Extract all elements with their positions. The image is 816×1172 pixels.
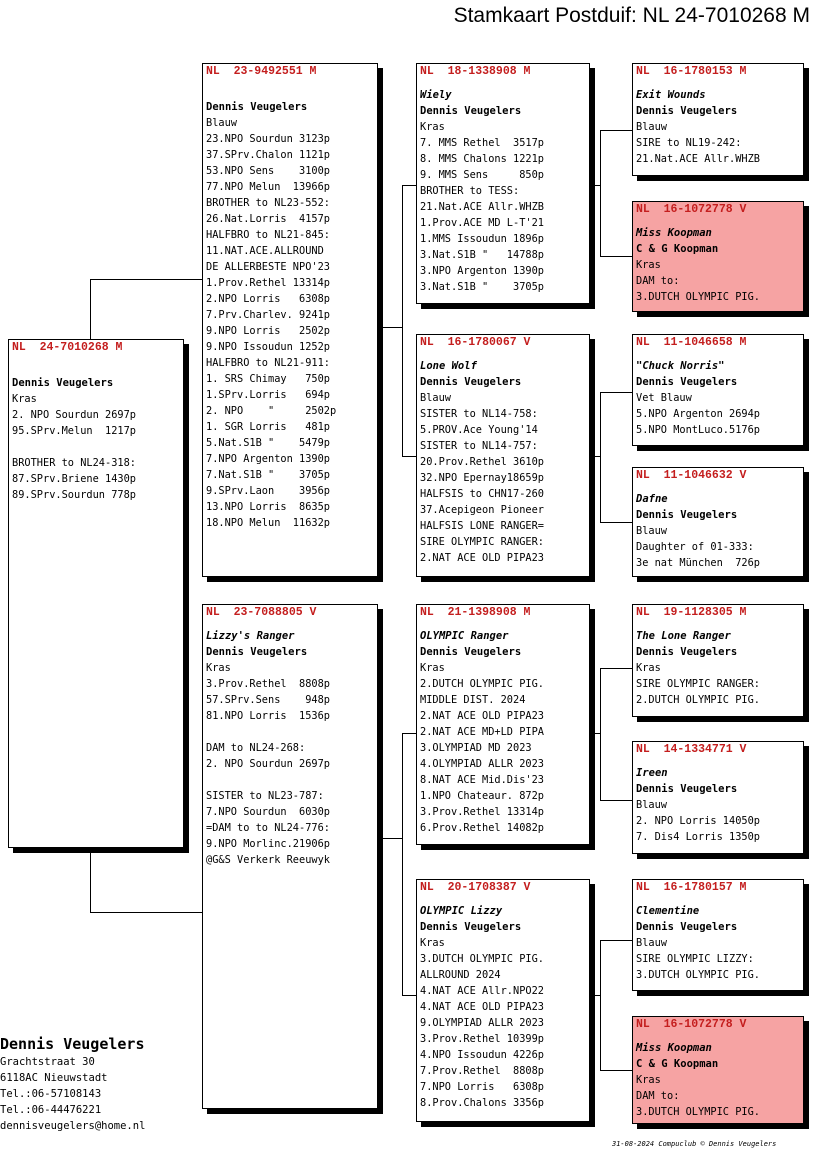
pigeon-color: Vet Blauw — [636, 392, 692, 404]
pedigree-line: 6.Prov.Rethel 14082p — [420, 822, 544, 834]
breeder-postal: 6118AC Nieuwstadt — [0, 1072, 108, 1084]
pigeon-name: Lizzy's Ranger — [206, 630, 295, 642]
pigeon-color: Blauw — [420, 392, 451, 404]
connector-line — [90, 279, 91, 341]
pedigree-line — [206, 772, 374, 788]
pedigree-line: BROTHER to TESS: — [420, 185, 520, 197]
pedigree-line: 4.NAT ACE Allr.NPO22 — [420, 985, 544, 997]
ring-number: NL 19-1128305 M — [636, 606, 747, 619]
pedigree-line: 7.NPO Sourdun 6030p — [206, 806, 330, 818]
pedigree-line: 5.PROV.Ace Young'14 — [420, 424, 538, 436]
pedigree-line: 89.SPrv.Sourdun 778p — [12, 489, 136, 501]
connector-line — [592, 733, 600, 734]
connector-line — [402, 733, 403, 995]
pedigree-line: 57.SPrv.Sens 948p — [206, 694, 330, 706]
pedigree-line: ALLROUND 2024 — [420, 969, 501, 981]
connector-line — [600, 940, 632, 941]
pigeon-card-ssd[interactable] — [632, 201, 804, 312]
footer-credit: 31-08-2024 Compuclub © Dennis Veugelers — [612, 1140, 777, 1148]
ring-number: NL 11-1046658 M — [636, 336, 747, 349]
pedigree-line: 3.NPO Argenton 1390p — [420, 265, 544, 277]
connector-line — [90, 912, 202, 913]
pigeon-color: Kras — [420, 121, 445, 133]
pedigree-line: 95.SPrv.Melun 1217p — [12, 425, 136, 437]
pedigree-line: 7.Nat.S1B " 3705p — [206, 469, 330, 481]
pedigree-line: 4.NPO Issoudun 4226p — [420, 1049, 544, 1061]
pedigree-line: HALFBRO to NL21-845: — [206, 229, 330, 241]
ring-number: NL 18-1338908 M — [420, 65, 531, 78]
pedigree-line: 7.Prov.Rethel 8808p — [420, 1065, 544, 1077]
pedigree-line: MIDDLE DIST. 2024 — [420, 694, 526, 706]
connector-line — [600, 130, 601, 256]
pedigree-line: 7. Dis4 Lorris 1350p — [636, 831, 760, 843]
pigeon-name: OLYMPIC Ranger — [420, 630, 509, 642]
pedigree-line: 77.NPO Melun 13966p — [206, 181, 330, 193]
pigeon-name: Clementine — [636, 905, 700, 917]
owner-name: Dennis Veugelers — [636, 376, 738, 388]
pigeon-card-sss[interactable] — [632, 63, 804, 176]
connector-line — [402, 185, 403, 456]
pedigree-line: HALFSIS LONE RANGER= — [420, 520, 544, 532]
pigeon-color: Kras — [636, 1074, 661, 1086]
pigeon-name: Ireen — [636, 767, 668, 779]
pedigree-line: 18.NPO Melun 11632p — [206, 517, 330, 529]
pedigree-line: 32.NPO Epernay18659p — [420, 472, 544, 484]
connector-line — [402, 456, 416, 457]
pedigree-line: SIRE OLYMPIC RANGER: — [636, 678, 760, 690]
pedigree-line: 2.NAT ACE OLD PIPA23 — [420, 710, 544, 722]
pedigree-line: SIRE OLYMPIC LIZZY: — [636, 953, 754, 965]
owner-name: Dennis Veugelers — [636, 783, 738, 795]
pedigree-line: 3.Nat.S1B " 14788p — [420, 249, 544, 261]
ring-number: NL 23-7088805 V — [206, 606, 317, 619]
connector-line — [600, 940, 601, 1070]
pedigree-line: SIRE to NL19-242: — [636, 137, 742, 149]
pigeon-card-dsd[interactable] — [632, 741, 804, 854]
owner-name: Dennis Veugelers — [420, 105, 522, 117]
connector-line — [402, 185, 416, 186]
ring-number: NL 21-1398908 M — [420, 606, 531, 619]
pedigree-line: 1.MMS Issoudun 1896p — [420, 233, 544, 245]
pigeon-color: Blauw — [636, 121, 667, 133]
pedigree-line: 13.NPO Lorris 8635p — [206, 501, 330, 513]
pigeon-card-subject[interactable] — [8, 339, 184, 848]
pedigree-line: BROTHER to NL23-552: — [206, 197, 330, 209]
pigeon-name: The Lone Ranger — [636, 630, 731, 642]
page-title: Stamkaart Postduif: NL 24-7010268 M — [453, 4, 810, 27]
pigeon-card-sdd[interactable] — [632, 467, 804, 577]
pedigree-line: DAM to: — [636, 1090, 680, 1102]
owner-name: C & G Koopman — [636, 243, 719, 255]
pedigree-line: 9.SPrv.Laon 3956p — [206, 485, 330, 497]
pedigree-line: 21.Nat.ACE Allr.WHZB — [420, 201, 544, 213]
connector-line — [402, 995, 416, 996]
pedigree-line: 1.Prov.Rethel 13314p — [206, 277, 330, 289]
connector-line — [600, 130, 632, 131]
pedigree-line: 2. NPO Sourdun 2697p — [206, 758, 330, 770]
pigeon-card-dam-sire[interactable] — [416, 604, 590, 845]
pedigree-line: @G&S Verkerk Reeuwyk — [206, 854, 330, 866]
pedigree-line: 3.Prov.Rethel 13314p — [420, 806, 544, 818]
owner-name: Dennis Veugelers — [636, 921, 738, 933]
pedigree-line: 26.Nat.Lorris 4157p — [206, 213, 330, 225]
pedigree-line: BROTHER to NL24-318: — [12, 457, 136, 469]
pigeon-name: Exit Wounds — [636, 89, 706, 101]
pedigree-line: HALFSIS to CHN17-260 — [420, 488, 544, 500]
ring-number: NL 16-1072778 V — [636, 1018, 747, 1031]
pedigree-line: 2. NPO Lorris 14050p — [636, 815, 760, 827]
pigeon-card-ddd[interactable] — [632, 1016, 804, 1124]
pigeon-card-sire-dam[interactable] — [416, 334, 590, 577]
pigeon-card-dds[interactable] — [632, 879, 804, 991]
pedigree-line: 5.NPO Argenton 2694p — [636, 408, 760, 420]
pigeon-card-sire[interactable] — [202, 63, 378, 577]
pedigree-line: 3.Nat.S1B " 3705p — [420, 281, 544, 293]
pigeon-card-sire-sire[interactable] — [416, 63, 590, 304]
pigeon-color: Blauw — [636, 525, 667, 537]
pigeon-color: Blauw — [636, 799, 667, 811]
pigeon-card-dss[interactable] — [632, 604, 804, 717]
connector-line — [600, 522, 632, 523]
pedigree-line: 9.NPO Issoudun 1252p — [206, 341, 330, 353]
pedigree-line: SISTER to NL14-757: — [420, 440, 538, 452]
owner-name: Dennis Veugelers — [206, 646, 308, 658]
pedigree-line: 9.OLYMPIAD ALLR 2023 — [420, 1017, 544, 1029]
pedigree-line: 8.NAT ACE Mid.Dis'23 — [420, 774, 544, 786]
connector-line — [592, 456, 600, 457]
pedigree-line: 1. SGR Lorris 481p — [206, 421, 330, 433]
breeder-info — [0, 1034, 145, 1134]
breeder-phone: Tel.:06-44476221 — [0, 1104, 102, 1116]
pedigree-line: 9.NPO Lorris 2502p — [206, 325, 330, 337]
connector-line — [90, 848, 91, 912]
pedigree-line: DE ALLERBESTE NPO'23 — [206, 261, 330, 273]
ring-number: NL 11-1046632 V — [636, 469, 747, 482]
breeder-name: Dennis Veugelers — [0, 1035, 145, 1053]
owner-name: Dennis Veugelers — [420, 376, 522, 388]
connector-line — [592, 185, 600, 186]
pedigree-line: 5.Nat.S1B " 5479p — [206, 437, 330, 449]
pedigree-line: 8.Prov.Chalons 3356p — [420, 1097, 544, 1109]
connector-line — [600, 668, 632, 669]
ring-number: NL 16-1780157 M — [636, 881, 747, 894]
owner-name: C & G Koopman — [636, 1058, 719, 1070]
pedigree-line: 2.NPO Lorris 6308p — [206, 293, 330, 305]
pedigree-line: 3.OLYMPIAD MD 2023 — [420, 742, 532, 754]
pigeon-name: Lone Wolf — [420, 360, 477, 372]
pedigree-line: 3.DUTCH OLYMPIC PIG. — [636, 969, 760, 981]
connector-line — [592, 995, 600, 996]
pigeon-color: Kras — [636, 662, 661, 674]
ring-number: NL 16-1780067 V — [420, 336, 531, 349]
pigeon-color: Blauw — [206, 117, 237, 129]
pedigree-line: 21.Nat.ACE Allr.WHZB — [636, 153, 760, 165]
pedigree-line: 9. MMS Sens 850p — [420, 169, 544, 181]
ring-number: NL 23-9492551 M — [206, 65, 317, 78]
pedigree-line: 11.NAT.ACE.ALLROUND — [206, 245, 324, 257]
pigeon-color: Blauw — [636, 937, 667, 949]
connector-line — [600, 668, 601, 800]
ring-number: NL 16-1780153 M — [636, 65, 747, 78]
ring-number: NL 24-7010268 M — [12, 341, 123, 354]
pedigree-line: 53.NPO Sens 3100p — [206, 165, 330, 177]
pedigree-line: SISTER to NL23-787: — [206, 790, 324, 802]
pedigree-line: 1.NPO Chateaur. 872p — [420, 790, 544, 802]
spacer — [206, 83, 374, 99]
connector-line — [380, 838, 402, 839]
owner-name: Dennis Veugelers — [636, 105, 738, 117]
pedigree-line: 7.NPO Argenton 1390p — [206, 453, 330, 465]
owner-name: Dennis Veugelers — [420, 646, 522, 658]
pedigree-line: 2.DUTCH OLYMPIC PIG. — [420, 678, 544, 690]
owner-name: Dennis Veugelers — [636, 646, 738, 658]
pedigree-line: Daughter of 01-333: — [636, 541, 754, 553]
pedigree-line: 2. NPO " 2502p — [206, 405, 337, 417]
pedigree-line: DAM to NL24-268: — [206, 742, 306, 754]
pigeon-name: Dafne — [636, 493, 668, 505]
owner-name: Dennis Veugelers — [420, 921, 522, 933]
connector-line — [600, 1070, 632, 1071]
connector-line — [600, 256, 632, 257]
pedigree-line — [206, 724, 374, 740]
pedigree-line: SIRE OLYMPIC RANGER: — [420, 536, 544, 548]
pedigree-line: 4.NAT ACE OLD PIPA23 — [420, 1001, 544, 1013]
pedigree-line: 3e nat München 726p — [636, 557, 760, 569]
pigeon-name: "Chuck Norris" — [636, 360, 725, 372]
breeder-email[interactable]: dennisveugelers@home.nl — [0, 1120, 146, 1132]
pedigree-line: 37.Acepigeon Pioneer — [420, 504, 544, 516]
pedigree-line: 1. SRS Chimay 750p — [206, 373, 330, 385]
ring-number: NL 16-1072778 V — [636, 203, 747, 216]
pedigree-line: 23.NPO Sourdun 3123p — [206, 133, 330, 145]
connector-line — [90, 279, 202, 280]
pedigree-line: =DAM to to NL24-776: — [206, 822, 330, 834]
connector-line — [600, 392, 632, 393]
pigeon-color: Kras — [12, 393, 37, 405]
pedigree-line: 37.SPrv.Chalon 1121p — [206, 149, 330, 161]
pedigree-line: 8. MMS Chalons 1221p — [420, 153, 544, 165]
pedigree-line — [12, 439, 180, 455]
pigeon-name: Miss Koopman — [636, 1042, 712, 1054]
owner-name: Dennis Veugelers — [206, 101, 308, 113]
breeder-phone: Tel.:06-57108143 — [0, 1088, 102, 1100]
pedigree-line: 20.Prov.Rethel 3610p — [420, 456, 544, 468]
pedigree-line: 7.NPO Lorris 6308p — [420, 1081, 544, 1093]
pigeon-color: Kras — [636, 259, 661, 271]
pigeon-color: Kras — [420, 937, 445, 949]
pedigree-line: DAM to: — [636, 275, 680, 287]
connector-line — [380, 327, 402, 328]
pedigree-line: SISTER to NL14-758: — [420, 408, 538, 420]
pedigree-line: 2. NPO Sourdun 2697p — [12, 409, 136, 421]
pedigree-line: HALFBRO to NL21-911: — [206, 357, 330, 369]
pedigree-line: 5.NPO MontLuco.5176p — [636, 424, 760, 436]
pigeon-card-sds[interactable] — [632, 334, 804, 446]
pigeon-color: Kras — [420, 662, 445, 674]
spacer — [12, 359, 180, 375]
pedigree-line: 3.DUTCH OLYMPIC PIG. — [636, 1106, 760, 1118]
pedigree-line: 3.Prov.Rethel 8808p — [206, 678, 330, 690]
pedigree-line: 3.DUTCH OLYMPIC PIG. — [636, 291, 760, 303]
connector-line — [402, 733, 416, 734]
pigeon-name: Wiely — [420, 89, 452, 101]
ring-number: NL 20-1708387 V — [420, 881, 531, 894]
pedigree-line: 3.Prov.Rethel 10399p — [420, 1033, 544, 1045]
pedigree-line: 2.NAT ACE OLD PIPA23 — [420, 552, 544, 564]
pigeon-card-dam[interactable] — [202, 604, 378, 1109]
pedigree-line: 2.DUTCH OLYMPIC PIG. — [636, 694, 760, 706]
breeder-address: Grachtstraat 30 — [0, 1056, 95, 1068]
pedigree-line: 7. MMS Rethel 3517p — [420, 137, 544, 149]
pedigree-line: 3.DUTCH OLYMPIC PIG. — [420, 953, 544, 965]
pedigree-line: 1.SPrv.Lorris 694p — [206, 389, 330, 401]
owner-name: Dennis Veugelers — [12, 377, 114, 389]
pigeon-name: Miss Koopman — [636, 227, 712, 239]
connector-line — [600, 392, 601, 522]
pedigree-line: 9.NPO Morlinc.21906p — [206, 838, 330, 850]
ring-number: NL 14-1334771 V — [636, 743, 747, 756]
pedigree-line: 2.NAT ACE MD+LD PIPA — [420, 726, 544, 738]
pigeon-card-dam-dam[interactable] — [416, 879, 590, 1122]
pigeon-color: Kras — [206, 662, 231, 674]
connector-line — [600, 800, 632, 801]
owner-name: Dennis Veugelers — [636, 509, 738, 521]
pedigree-line: 87.SPrv.Briene 1430p — [12, 473, 136, 485]
pedigree-line: 1.Prov.ACE MD L-T'21 — [420, 217, 544, 229]
pedigree-line: 4.OLYMPIAD ALLR 2023 — [420, 758, 544, 770]
pedigree-line: 7.Prv.Charlev. 9241p — [206, 309, 330, 321]
pigeon-name: OLYMPIC Lizzy — [420, 905, 503, 917]
pedigree-line: 81.NPO Lorris 1536p — [206, 710, 330, 722]
